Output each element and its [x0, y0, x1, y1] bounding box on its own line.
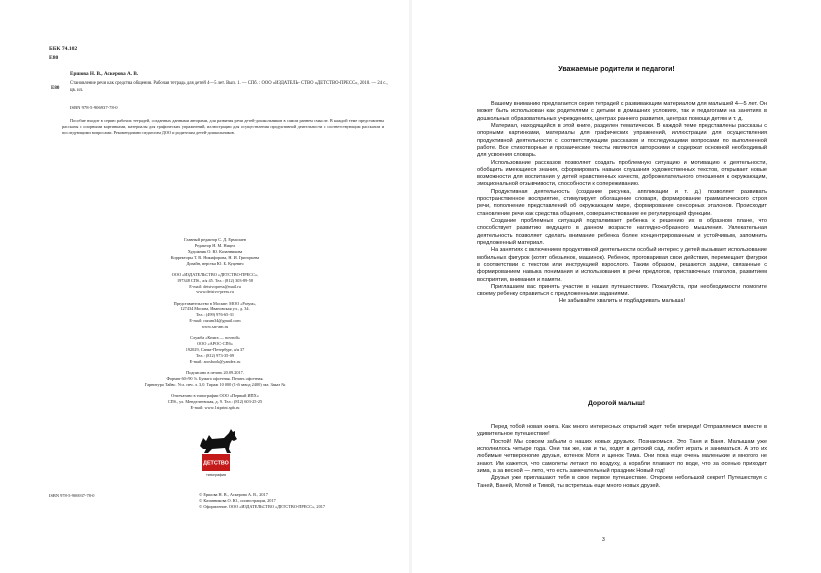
publisher-logo — [194, 416, 238, 478]
credit-line: Гарнитура Тайвс. Усл. печ. л. 3,0. Тираж 10 000 (1-й завод 2400) экз. Заказ № — [144, 381, 286, 387]
credits-moscow-office — [110, 301, 320, 331]
paragraph: Использование рассказов позволяет создать проблемную ситуацию и мотивацию к деятельности, обобщить имеющиеся знания, сформировать навыки слушания художественных текстов, открывает новые возможности для воспитания у детей нравственных качеств, доброжелательного отношения к окружающим, эмоциональной отзывчивости, способности к сопереживанию. — [477, 159, 767, 188]
authors: Ершова Н. В., Аскерова А. В. — [70, 71, 139, 77]
credit-line: СПб., ул. Менделеевская, д. 9. Тел.: (812) 603-25-25 — [167, 398, 263, 404]
credit-line: 192029, Санкт-Петербург, а/я 37 — [185, 347, 245, 353]
credit-line: ООО «ИЗДАТЕЛЬСТВО «ДЕТСТВО-ПРЕСС», — [171, 271, 259, 277]
credit-line: E-mail: www.1stprint.spb.ru — [190, 404, 240, 410]
copyright-line: © Оформление. ООО «ИЗДАТЕЛЬСТВО «ДЕТСТВО-ПРЕСС», 2017 — [199, 504, 326, 510]
paragraph: Не забывайте хвалить и подбадривать малыша! — [558, 298, 686, 305]
credit-line: Тел.: (812) 973-35-09 — [195, 352, 235, 358]
credits-block — [110, 237, 320, 416]
credit-line: ООО «АРОС-СПб» — [197, 341, 233, 347]
kid-text — [477, 424, 767, 490]
credit-line: 127434 Москва, Ивановская ул., д. 34. — [180, 306, 250, 312]
paragraph: Перед тобой новая книга. Как много интересных открытий ждет тебя впереди! Отправляемся вместе в удивительное путешествие! — [477, 424, 767, 438]
credit-line: Главный редактор С. Д. Ермолаев — [184, 237, 246, 242]
paragraph: Друзья уже приглашают тебя в свое первое путешествие. Откроем небольшой секрет! Путешествуя с Таней, Ваней, Мотей и Тимой, ты встретишь еще много новых друзей. — [477, 475, 767, 489]
credit-line: Формат 60×90 ⅛. Бумага офсетная. Печать офсетная. — [166, 375, 264, 381]
credits-print-info — [110, 370, 320, 388]
paragraph: Постой! Мы совсем забыли о наших новых друзьях. Познакомься. Это Таня и Ваня. Малышам уже исполнилось четыре года. Они так же, как и ты, ходят в детский сад, любят играть и заниматься. А это их любимые четвероногие друзья, котенок Мотя и щенок Тима. Они пока еще очень маленькие и многого не знают. Им кажется, что самолеты летают по воздуху, а корабли плавают по воде, что за осенью приходит зима, а за весной — лето, что есть замечательный праздник Новый год! — [477, 438, 767, 474]
bbk-code: ББК 74.102 — [49, 46, 78, 52]
credit-line: Корректоры Т. В. Никифорова, Н. И. Григорьева — [170, 254, 260, 260]
logo-text: ДЕТСТВО — [203, 460, 229, 467]
credit-line: Редактор Н. М. Ницел — [194, 242, 236, 248]
credits-printing-house — [110, 393, 320, 411]
paragraph: На занятиях с включением продуктивной деятельности особый интерес у детей вызывает использование мобильных фигурок (котят обезьянок, машинок). Ребенок, проговаривая свои действия, перемещает фигурки в соответствии с текстом или инструкцией взрослого. Таким образом, решаются задачи, связанные с формированием навыка понимания и использования в речи предлогов, приставочных глаголов, развитием восприятия, внимания и памяти. — [477, 247, 767, 283]
classification-code-side: Е80 — [51, 86, 60, 91]
credit-line: 197348 СПб., а/я 45. Тел.: (812) 303-89-58 — [176, 277, 254, 283]
credit-line: Художник О. Ю. Казанникова — [187, 248, 243, 254]
credits-publisher — [110, 272, 320, 296]
paragraph: Создание проблемных ситуаций подталкивает ребенка к решению их в образном плане, что способствует развитию ведущего в данном возрасте наглядно-образного мышления. Увлекательная деятельность позволяет сделать внимание ребенка более концентрированным и устойчивым, запомнить предложенный материал. — [477, 218, 767, 246]
credit-line: Дизайн, верстка Ю. Б. Куцевич — [186, 260, 244, 266]
credit-line: Представительство в Москве: МОО «Разум», — [173, 300, 257, 306]
copyright-line: © Казанникова О. Ю., иллюстрации, 2017 — [199, 498, 276, 504]
paragraph: Материал, находящийся в этой книге, разделен тематически. В каждой теме представлены рассказы с опорными картинками, материалы для графических упражнений, иллюстрации для осуществления продуктивной деятельности с соответствующим рассказом и последующими вопросами по выполненной работе. Все стихотворные и прозаические тексты являются авторскими и содержат основной необходимый для усвоения словарь. — [477, 122, 767, 159]
paragraph: Приглашаем вас принять участие в наших путешествиях. Пожалуйста, при необходимости помогите своему ребенку справиться с предложенными заданиями. — [477, 283, 767, 298]
book-description: Становление речи как средства общения. Рабочая тетрадь для детей 4—5 лет. Вып. 1. — СПб. : ООО «ИЗДАТЕЛЬ- СТВО «ДЕТСТВО-ПРЕСС», 2018. — 24 с., цв. ил. — [70, 81, 388, 94]
credit-line: E-mail: detstvopress@mail.ru — [189, 283, 241, 289]
credit-line: www.sar-am.ru — [201, 324, 229, 330]
credit-line: Тел.: (499) 976-65-31 — [195, 312, 235, 318]
credit-line: Подписано в печать 20.09.2017. — [186, 369, 244, 375]
parents-text — [477, 101, 767, 306]
isbn-bottom: ISBN 978-5-906937-78-0 — [49, 493, 95, 498]
isbn-top: ISBN 978-5-906937-78-0 — [70, 105, 118, 110]
heading-kid: Дорогой малыш! — [587, 400, 646, 407]
dog-icon — [200, 429, 237, 453]
credits-mail-order — [110, 335, 320, 365]
copyright-block — [199, 492, 325, 511]
classification-code: Е80 — [49, 55, 59, 61]
annotation: Пособие входит в серию рабочих тетрадей, созданных данными авторами, для развития речи детей-дошкольников в самом раннем смысле. В каждой теме представлены рассказы с опорными картинками, материалы для графических упражнений, иллюстрации для осуществления продуктивной деятельности с соответствующим рассказом и последующими вопросами. Рекомендовано педагогам ДОО и родителям детей-дошкольников. — [62, 118, 384, 135]
logo-subtext: типография — [206, 473, 226, 477]
paragraph: Вашему вниманию предлагается серия тетрадей с развивающим материалом для малышей 4—5 лет. Он может быть использован как родителями с детьми в домашних условиях, так и педагогами на занятиях в дошкольных образовательных учреждениях, центрах раннего развития, центрах помощи детям и т. д. — [477, 101, 767, 122]
credit-line: Служба «Книга — почтой» — [190, 335, 240, 341]
credit-line: E-mail: razum34@gmail.com — [189, 318, 241, 324]
paragraph: Продуктивная деятельность (создание рисунка, аппликации и т. д.) позволяет развивать пространственное восприятие, стимулирует обогащение словаря, формирование грамматического строя речи, пополнение представлений об окружающем мире, формирование сенсорных эталонов. Происходит становление речи как средства общения, совершенствование ее регулирующей функции. — [477, 188, 767, 217]
credit-line: Отпечатано в типографии ООО «Первый ИПХ» — [171, 392, 259, 398]
copyright-line: © Ершова Н. В., Аскерова А. В., 2017 — [199, 492, 268, 497]
heading-parents: Уважаемые родители и педагоги! — [558, 66, 675, 73]
credits-editorial — [110, 237, 320, 267]
page-number: 3 — [602, 537, 605, 543]
credit-line: www.detstvo-press.ru — [196, 289, 234, 295]
credit-line: E-mail: arosbook@yandex.ru — [189, 358, 241, 364]
